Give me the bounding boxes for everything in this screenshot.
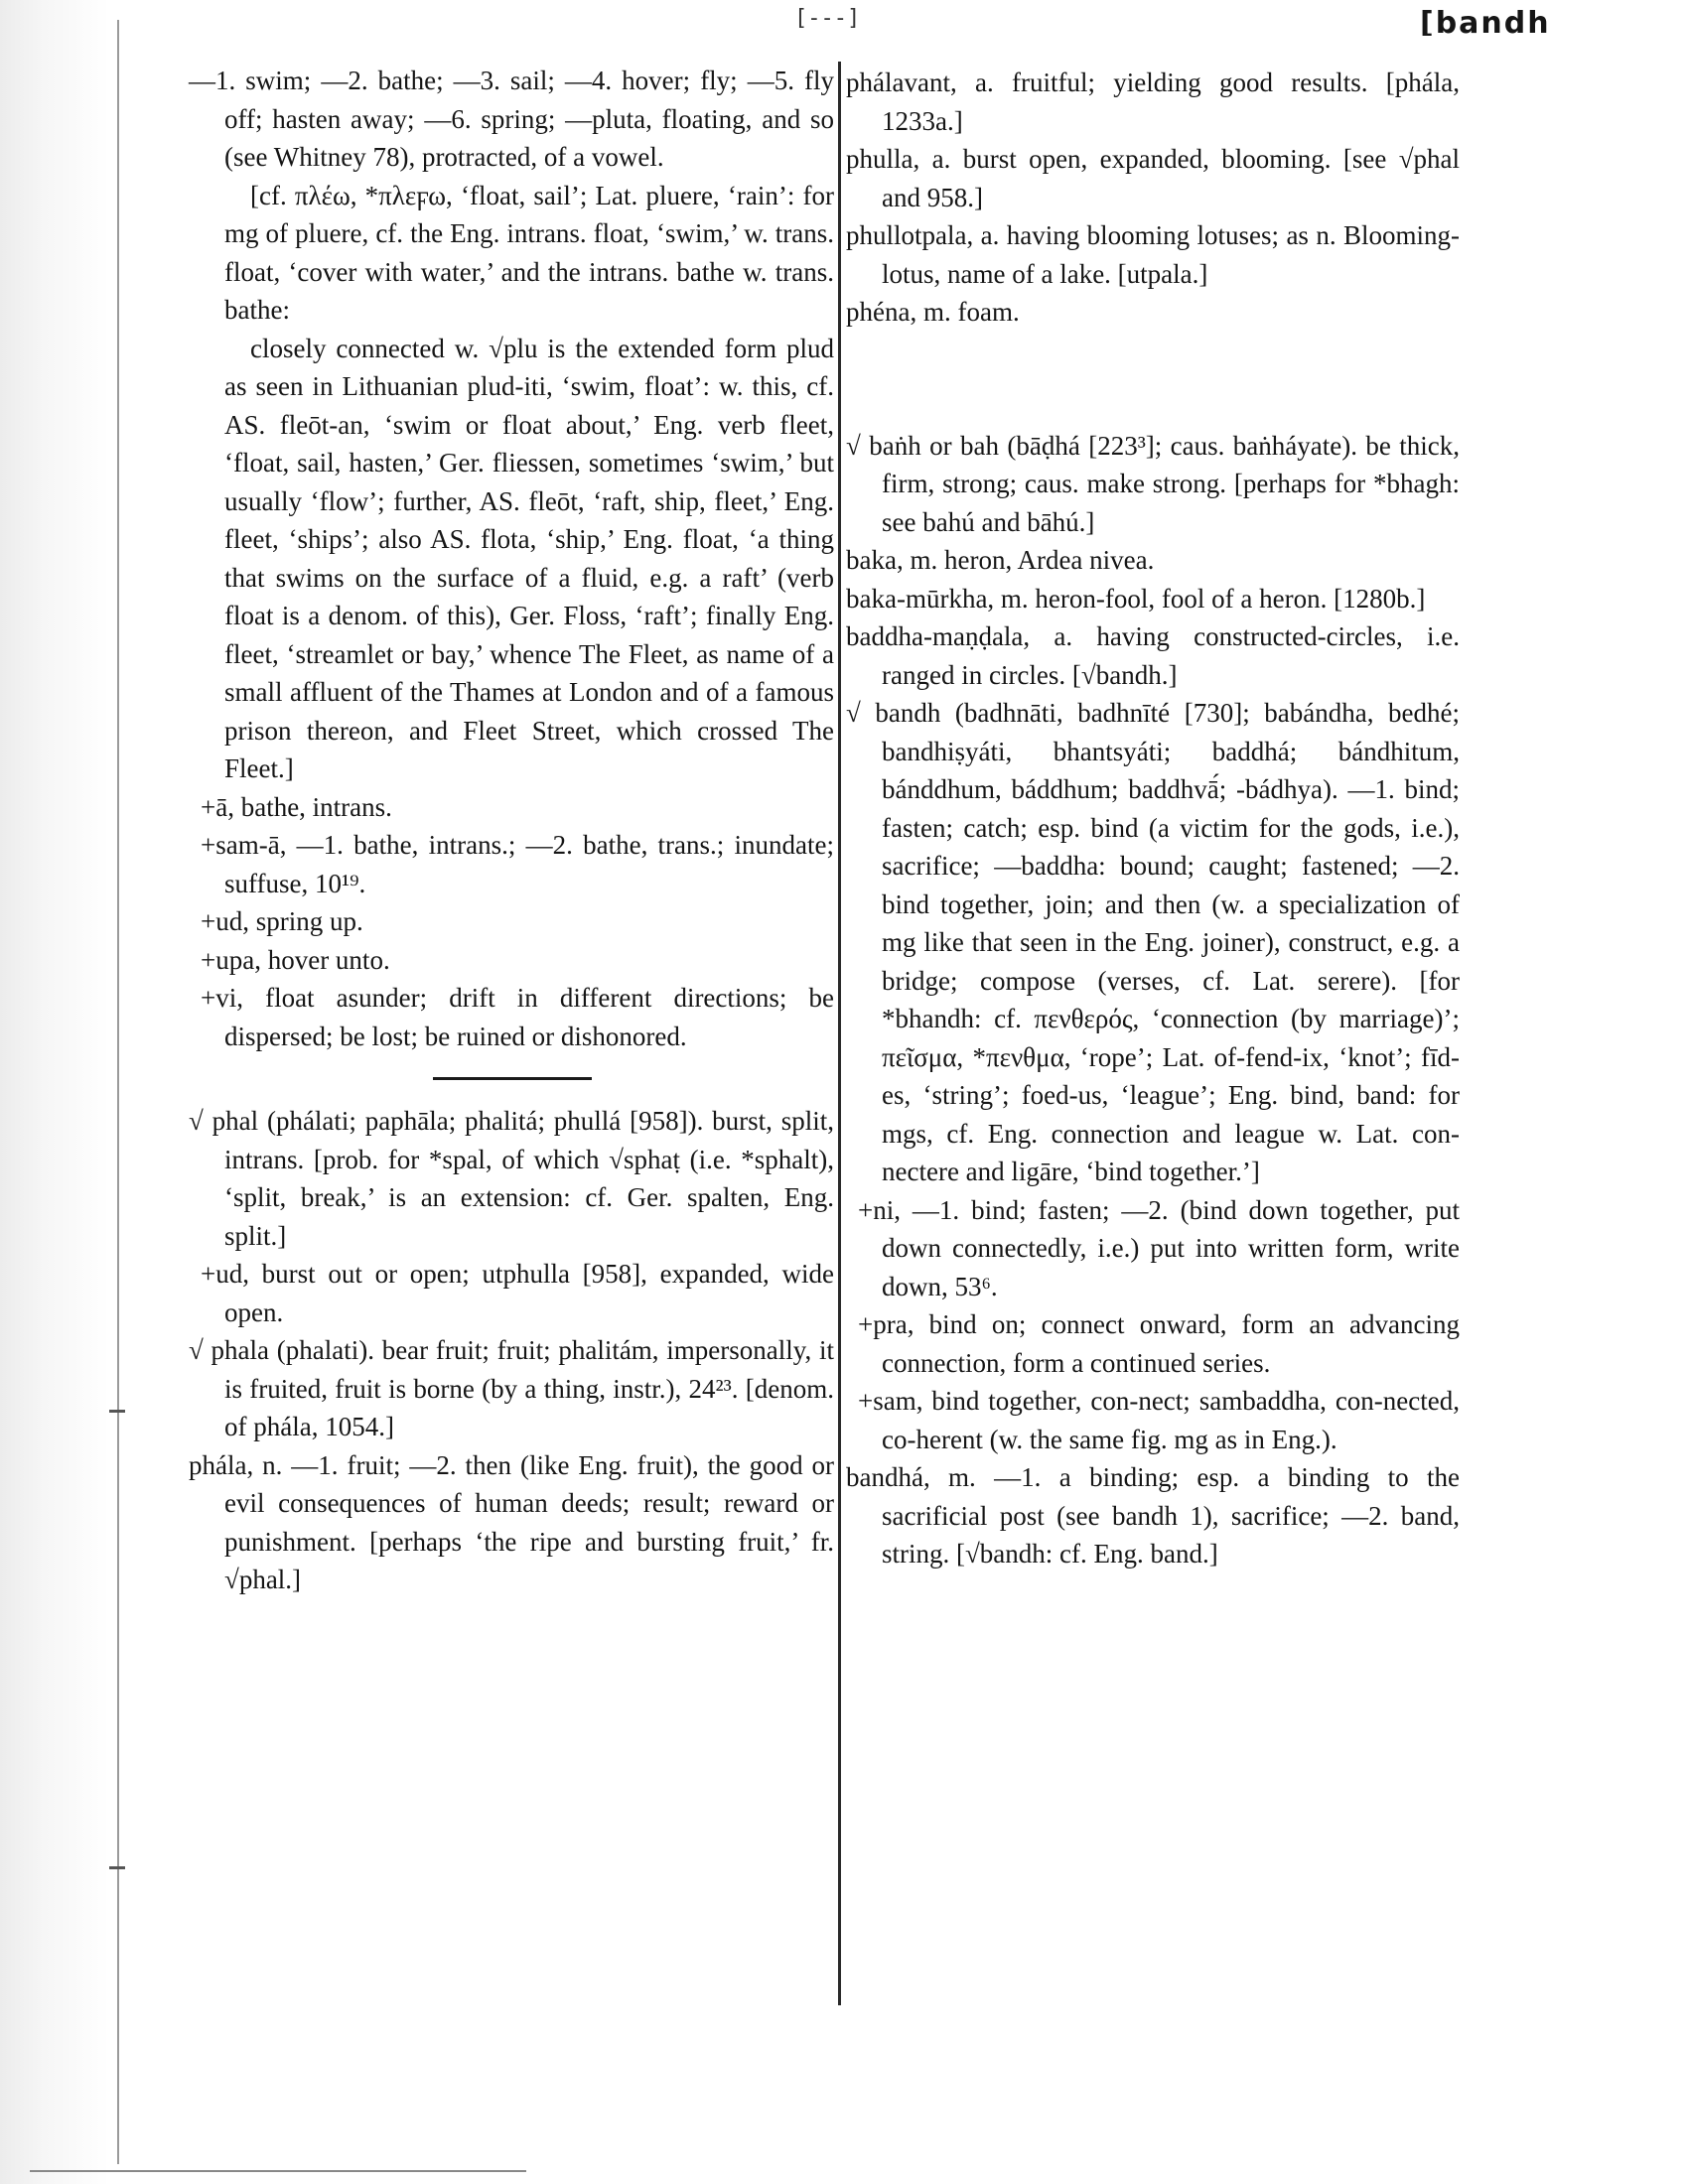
scan-edge-tick <box>109 1866 125 1869</box>
subentry-bandh-sam: +sam, bind together, con-nect; sambaddha, con-nected, co-herent (w. the same fig. mg as in Eng.). <box>858 1386 1460 1454</box>
subentry-phal-ud: +ud, burst out or open; utphulla [958], expanded, wide open. <box>201 1259 834 1327</box>
subentry-bandh-pra: +pra, bind on; connect onward, form an advancing connection, form a continued series. <box>858 1309 1460 1378</box>
subentry-bandh-ni: +ni, —1. bind; fasten; —2. (bind down together, put down connectedly, i.e.) put into written form, write down, 53⁶. <box>858 1194 1460 1301</box>
entry-phalavant: phálavant, a. fruitful; yielding good results. [phála, 1233a.] <box>846 68 1460 136</box>
entry-banh: √ baṅh or bah (bāḍhá [223³]; caus. baṅháyate). be thick, firm, strong; caus. make strong. [perhaps for *bhagh: see bahú and bāhú.] <box>846 430 1460 537</box>
entry-phala-noun: phála, n. —1. fruit; —2. then (like Eng. fruit), the good or evil consequences of human deeds; result; reward or punishment. [perhaps ‘the ripe and bursting fruit,’ fr. √phal.] <box>189 1449 834 1594</box>
entry-plu-etymology-2: closely connected w. √plu is the extended form plud as seen in Lithuanian plud-iti, ‘swim, float’: w. this, cf. AS. fleōt-an, ‘swim or float about,’ Eng. verb fleet, ‘float, sail, hasten,’ Ger. fliessen, sometimes ‘swim,’ but usually ‘flow’; further, AS. fleōt, ‘raft, ship, fleet,’ Eng. fleet, ‘ships’; also AS. flota, ‘ship,’ Eng. float, ‘a thing that swims on the surface of a fluid, e.g. a raft’ (verb float is a denom. of this), Ger. Floss, ‘raft’; finally Eng. fleet, ‘streamlet or bay,’ whence The Fleet, as name of a small affluent of the Thames at London and of a famous prison thereon, and Fleet Street, which crossed The Fleet.] <box>224 333 834 783</box>
entry-bandha: bandhá, m. —1. a binding; esp. a binding to the sacrificial post (see bandh 1), sacrifice; —2. band, string. [√bandh: cf. Eng. band.] <box>846 1462 1460 1569</box>
letter-section-gap <box>846 332 1460 427</box>
entry-phena: phéna, m. foam. <box>846 297 1020 327</box>
entry-plu-etymology-1: [cf. πλέω, *πλεϝω, ‘float, sail’; Lat. pluere, ‘rain’: for mg of pluere, cf. the Eng. intrans. float, ‘swim,’ w. trans. float, ‘cover with water,’ and the intrans. bathe w. trans. bathe: <box>224 180 834 325</box>
subentry-plu-sam-a: +sam-ā, —1. bathe, intrans.; —2. bathe, trans.; inundate; suffuse, 10¹⁹. <box>201 830 834 898</box>
subentry-plu-a: +ā, bathe, intrans. <box>201 791 392 822</box>
right-column <box>846 64 1460 1573</box>
page-number: [---] <box>794 6 861 31</box>
entry-phala-verb: √ phala (phalati). bear fruit; fruit; phalitám, impersonally, it is fruited, fruit is borne (by a thing, instr.), 24²³. [denom. of phála, 1054.] <box>189 1335 834 1441</box>
subentry-plu-ud: +ud, spring up. <box>201 906 363 936</box>
scan-edge-line <box>117 20 119 2164</box>
entry-baka-murkha: baka-mūrkha, m. heron-fool, fool of a heron. [1280b.] <box>846 583 1426 614</box>
subentry-plu-upa: +upa, hover unto. <box>201 944 390 975</box>
entry-baka: baka, m. heron, Ardea nivea. <box>846 545 1155 575</box>
entry-bandh: √ bandh (badhnāti, badhnīté [730]; babándha, bedhé; bandhiṣyáti, bhantsyáti; baddhá; bándhitum, bánddhum, báddhum; baddhvā́; -bádhya). —1. bind; fasten; catch; esp. bind (a victim for the gods, i.e.), sacrifice; —baddha: bound; caught; fastened; —2. bind together, join; and then (w. a specialization of mg like that seen in the Eng. joiner), construct, e.g. a bridge; compose (verses, cf. Lat. serere). [for *bhandh: cf. πενθερός, ‘connection (by marriage)’; πεῖσμα, *πενθμα, ‘rope’; Lat. of-fend-ix, ‘knot’; fīd-es, ‘string’; foed-us, ‘league’; Eng. bind, band: for mgs, cf. Eng. connection and league w. Lat. con-nectere and ligāre, ‘bind together.’] <box>846 698 1460 1186</box>
entry-baddha-mandala: baddha-maṇḍala, a. having constructed-circles, i.e. ranged in circles. [√bandh.] <box>846 621 1460 690</box>
running-head: [bandh <box>1420 6 1551 36</box>
subentry-plu-vi: +vi, float asunder; drift in different directions; be dispersed; be lost; be ruined or dishonored. <box>201 983 834 1051</box>
left-column <box>189 62 834 1599</box>
entry-phullotpala: phullotpala, a. having blooming lotuses; as n. Blooming-lotus, name of a lake. [utpala.] <box>846 220 1460 289</box>
scan-margin-shadow <box>0 0 109 2184</box>
section-separator-rule <box>433 1077 592 1080</box>
column-divider <box>838 62 841 2005</box>
scan-bottom-rule <box>30 2170 526 2172</box>
entry-phal: √ phal (phálati; paphāla; phalitá; phullá [958]). burst, split, intrans. [prob. for *spal, of which √sphaṭ (i.e. *sphalt), ‘split, break,’ is an extension: cf. Ger. spalten, Eng. split.] <box>189 1106 834 1251</box>
entry-phulla: phulla, a. burst open, expanded, blooming. [see √phal and 958.] <box>846 144 1460 212</box>
entry-plu-senses: —1. swim; —2. bathe; —3. sail; —4. hover; fly; —5. fly off; hasten away; —6. spring; —pluta, floating, and so (see Whitney 78), protracted, of a vowel. <box>189 66 834 172</box>
scan-edge-tick <box>109 1410 125 1413</box>
